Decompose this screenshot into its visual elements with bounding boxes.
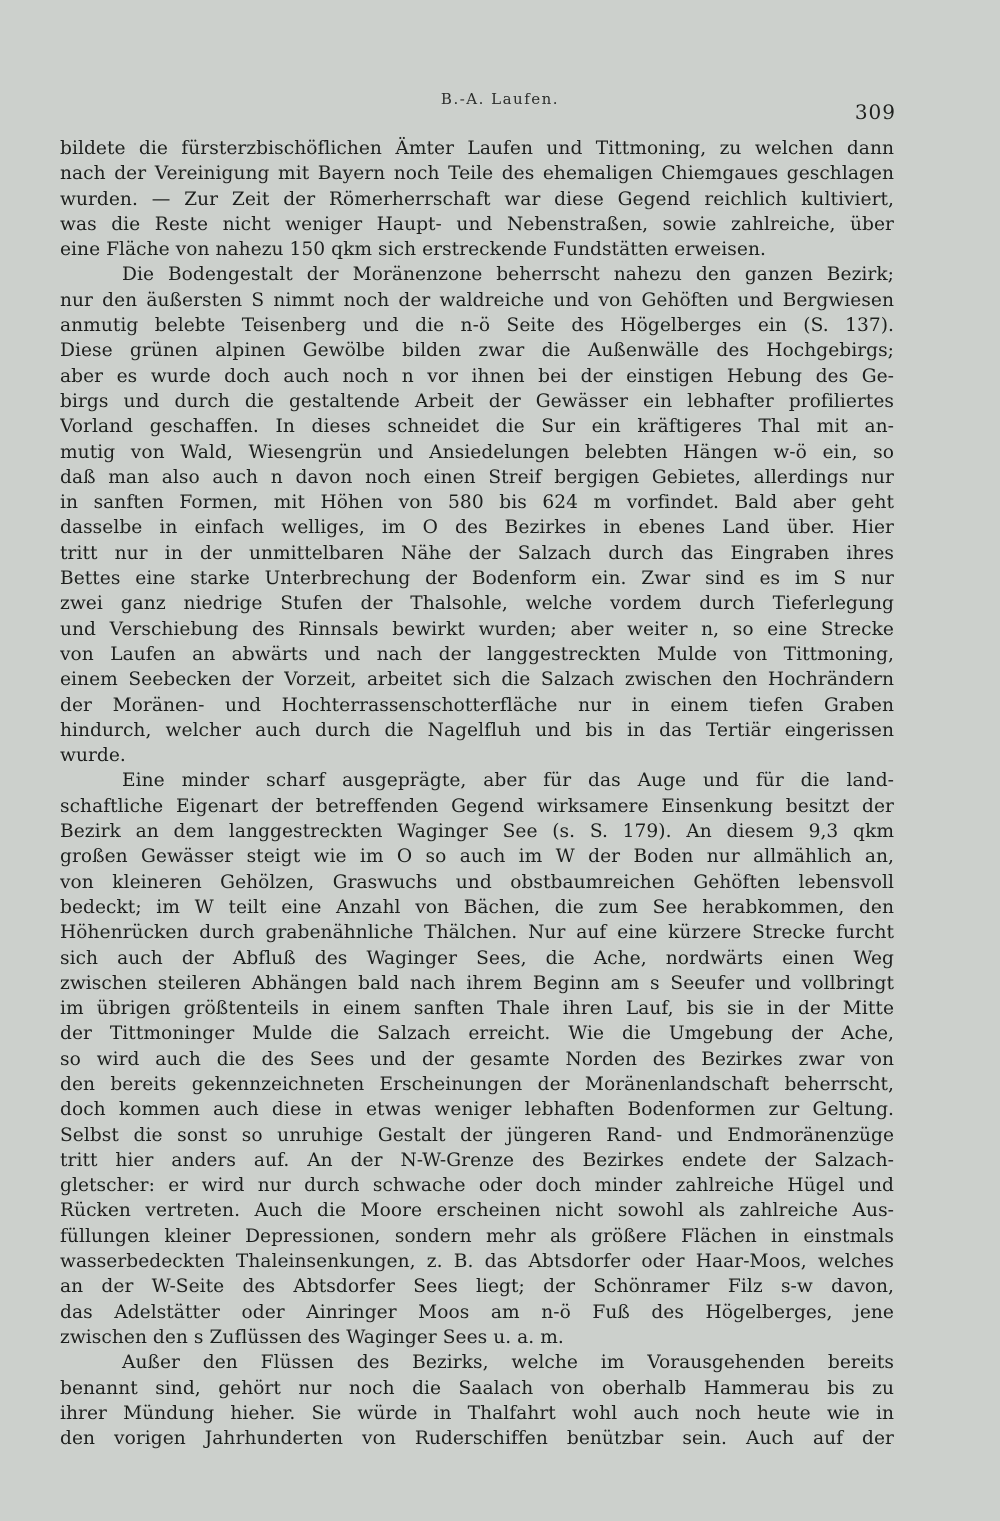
text-line: den bereits gekennzeichneten Erscheinungen der Moränenlandschaft beherrscht, <box>60 1073 894 1095</box>
text-line: von Laufen an abwärts und nach der langgestreckten Mulde von Tittmoning, <box>60 643 894 665</box>
text-line: aber es wurde doch auch noch n vor ihnen bei der einstigen Hebung des Ge- <box>60 365 894 387</box>
text-line: Außer den Flüssen des Bezirks, welche im Vorausgehenden bereits <box>122 1352 894 1374</box>
text-line: sich auch der Abfluß des Waginger Sees, die Ache, nordwärts einen Weg <box>60 947 894 969</box>
text-line: wasserbedeckten Thaleinsenkungen, z. B. das Abtsdorfer oder Haar-Moos, welches <box>60 1251 894 1273</box>
text-line: benannt sind, gehört nur noch die Saalach von oberhalb Hammerau bis zu <box>60 1377 894 1399</box>
text-line: nach der Vereinigung mit Bayern noch Teile des ehemaligen Chiemgaues geschlagen <box>60 163 894 185</box>
text-line: zwischen steileren Abhängen bald nach ihrem Beginn am s Seeufer und vollbringt <box>60 972 894 994</box>
text-line: dasselbe in einfach welliges, im O des Bezirkes in ebenes Land über. Hier <box>60 517 894 539</box>
text-line: in sanften Formen, mit Höhen von 580 bis 624 m vorfindet. Bald aber geht <box>60 492 894 514</box>
text-line: birgs und durch die gestaltende Arbeit der Gewässer ein lebhafter profiliertes <box>60 390 894 412</box>
text-line: schaftliche Eigenart der betreffenden Gegend wirksamere Einsenkung besitzt der <box>60 795 894 817</box>
text-line: einem Seebecken der Vorzeit, arbeitet sich die Salzach zwischen den Hochrändern <box>60 669 894 691</box>
text-line: großen Gewässer steigt wie im O so auch im W der Boden nur allmählich an, <box>60 846 894 868</box>
text-line: doch kommen auch diese in etwas weniger lebhaften Bodenformen zur Geltung. <box>60 1099 894 1121</box>
text-line: bedeckt; im W teilt eine Anzahl von Bächen, die zum See herabkommen, den <box>60 896 894 918</box>
text-line: tritt nur in der unmittelbaren Nähe der Salzach durch das Eingraben ihres <box>60 542 894 564</box>
text-line: der Tittmoninger Mulde die Salzach erreicht. Wie die Umgebung der Ache, <box>60 1023 894 1045</box>
text-line: so wird auch die des Sees und der gesamte Norden des Bezirkes zwar von <box>60 1048 894 1070</box>
text-line: mutig von Wald, Wiesengrün und Ansiedelungen belebten Hängen w-ö ein, so <box>60 441 894 463</box>
text-line: im übrigen größtenteils in einem sanften Thale ihren Lauf, bis sie in der Mitte <box>60 998 894 1020</box>
text-line: und Verschiebung des Rinnsals bewirkt wurden; aber weiter n, so eine Strecke <box>60 618 894 640</box>
text-line: Selbst die sonst so unruhige Gestalt der jüngeren Rand- und Endmoränenzüge <box>60 1124 894 1146</box>
text-line: Diese grünen alpinen Gewölbe bilden zwar die Außenwälle des Hochgebirgs; <box>60 340 894 362</box>
text-line: der Moränen- und Hochterrassenschotterfläche nur in einem tiefen Graben <box>60 694 894 716</box>
body-text <box>60 136 894 1451</box>
paragraph <box>60 136 894 262</box>
text-line: Bezirk an dem langgestreckten Waginger See (s. S. 179). An diesem 9,3 qkm <box>60 821 894 843</box>
paragraph <box>60 262 894 768</box>
text-line: bildete die fürsterzbischöflichen Ämter Laufen und Tittmoning, zu welchen dann <box>60 138 894 159</box>
text-line: nur den äußersten S nimmt noch der waldreiche und von Gehöften und Bergwiesen <box>60 289 894 311</box>
text-line: Vorland geschaffen. In dieses schneidet die Sur ein kräftigeres Thal mit an- <box>60 416 894 438</box>
paragraph <box>60 768 894 1350</box>
text-line: wurde. <box>60 745 126 767</box>
text-line: ihrer Mündung hieher. Sie würde in Thalfahrt wohl auch noch heute wie in <box>60 1402 894 1424</box>
text-line: Bettes eine starke Unterbrechung der Bodenform ein. Zwar sind es im S nur <box>60 568 894 590</box>
text-line: was die Reste nicht weniger Haupt- und Nebenstraßen, sowie zahlreiche, über <box>60 213 894 235</box>
text-line: wurden. — Zur Zeit der Römerherrschaft war diese Gegend reichlich kultiviert, <box>60 188 894 210</box>
text-line: von kleineren Gehölzen, Graswuchs und obstbaumreichen Gehöften lebensvoll <box>60 871 894 893</box>
text-line: zwei ganz niedrige Stufen der Thalsohle, welche vordem durch Tieferlegung <box>60 593 894 615</box>
text-line: füllungen kleiner Depressionen, sondern mehr als größere Flächen in einstmals <box>60 1225 894 1247</box>
text-line: Eine minder scharf ausgeprägte, aber für das Auge und für die land- <box>122 770 894 792</box>
text-line: zwischen den s Zuflüssen des Waginger Sees u. a. m. <box>60 1326 564 1348</box>
text-line: Die Bodengestalt der Moränenzone beherrscht nahezu den ganzen Bezirk; <box>122 264 894 286</box>
page-number: 309 <box>854 100 896 124</box>
text-line: gletscher: er wird nur durch schwache oder doch minder zahlreiche Hügel und <box>60 1175 894 1197</box>
text-line: tritt hier anders auf. An der N-W-Grenze des Bezirkes endete der Salzach- <box>60 1149 894 1171</box>
text-line: eine Fläche von nahezu 150 qkm sich erstreckende Fundstätten erweisen. <box>60 239 766 261</box>
text-line: den vorigen Jahrhunderten von Ruderschiffen benützbar sein. Auch auf der <box>60 1428 894 1450</box>
text-line: hindurch, welcher auch durch die Nagelfluh und bis in das Tertiär eingerissen <box>60 719 894 741</box>
text-line: daß man also auch n davon noch einen Streif bergigen Gebietes, allerdings nur <box>60 466 894 488</box>
text-line: an der W-Seite des Abtsdorfer Sees liegt; der Schönramer Filz s-w davon, <box>60 1276 894 1298</box>
text-line: anmutig belebte Teisenberg und die n-ö Seite des Högelberges ein (S. 137). <box>60 315 894 337</box>
paragraph <box>60 1350 894 1451</box>
text-line: Rücken vertreten. Auch die Moore erscheinen nicht sowohl als zahlreiche Aus- <box>60 1200 894 1222</box>
text-line: das Adelstätter oder Ainringer Moos am n-ö Fuß des Högelberges, jene <box>60 1301 894 1323</box>
text-line: Höhenrücken durch grabenähnliche Thälchen. Nur auf eine kürzere Strecke furcht <box>60 922 894 944</box>
running-head: B.-A. Laufen. <box>440 90 560 108</box>
